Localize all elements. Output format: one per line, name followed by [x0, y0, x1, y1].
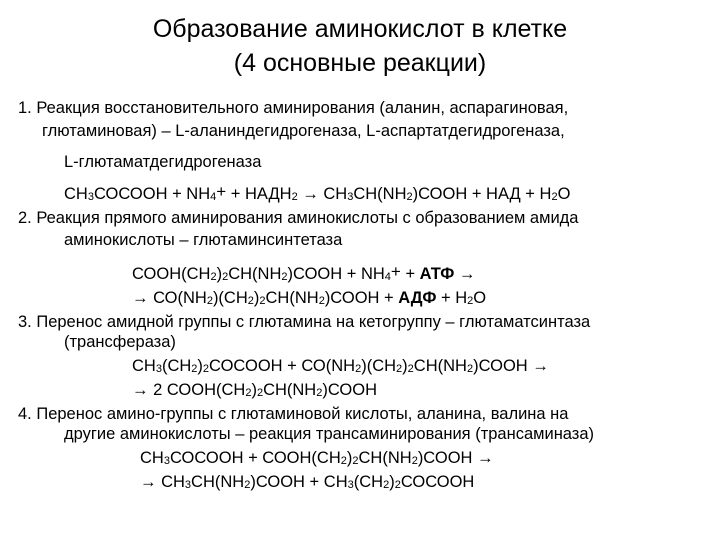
equation-4-line-1: $СН_3СОСООН$ + $СООН(СН_2)_2СН(NH_2)СООН$ →	[140, 449, 494, 467]
equation-4-line-2: → $СН_3СН(NH_2)СООН$ + $СН_3(СН_2)_2СОСООН$	[140, 473, 475, 491]
slide-title: Образование аминокислот в клетке	[152, 15, 568, 43]
reaction-3-text: (трансфераза)	[64, 333, 176, 351]
reaction-2-text: аминокислоты – глютаминсинтетаза	[64, 231, 343, 249]
equation-2-line-2: → $СО(NH_2)(СН_2)_2СН(NH_2)СООН$ + АДФ + $Н_2О$	[132, 289, 487, 307]
equation-2-line-1: $СООН(СН_2)_2СН(NH_2)СООН + NH_4^+$ + АТФ →	[132, 262, 476, 283]
equation-1: $СН_3СОСООН + NH_4^+$ + $НАДН_2$ → $СН_3СН(NH_2)СООН$ + НАД + $Н_2О$	[64, 182, 571, 203]
reaction-2-heading: 2. Реакция прямого аминирования аминокислоты с образованием амида	[18, 209, 579, 227]
reaction-3-heading: 3. Перенос амидной группы с глютамина на кетогруппу – глютаматсинтаза	[18, 313, 591, 331]
reaction-1-enzyme: L-глютаматдегидрогеназа	[64, 153, 262, 171]
reaction-1-heading: 1. Реакция восстановительного аминирования (аланин, аспарагиновая,	[18, 99, 569, 117]
equation-3-line-2: → 2 $СООН(СН_2)_2СН(NH_2)СООН$	[132, 381, 377, 399]
reaction-4-heading: 4. Перенос амино-группы с глютаминовой кислоты, аланина, валина на	[18, 405, 569, 423]
slide-subtitle: (4 основные реакции)	[233, 49, 487, 77]
equation-3-line-1: $СН_3(СН_2)_2СОСООН$ + $СО(NH_2)(СН_2)_2СН(NH_2)СООН$ →	[132, 357, 549, 375]
reaction-1-text: глютаминовая) – L-аланиндегидрогеназа, L-аспартатдегидрогеназа,	[42, 122, 565, 140]
reaction-4-text: другие аминокислоты – реакция трансаминирования (трансаминаза)	[64, 425, 595, 443]
